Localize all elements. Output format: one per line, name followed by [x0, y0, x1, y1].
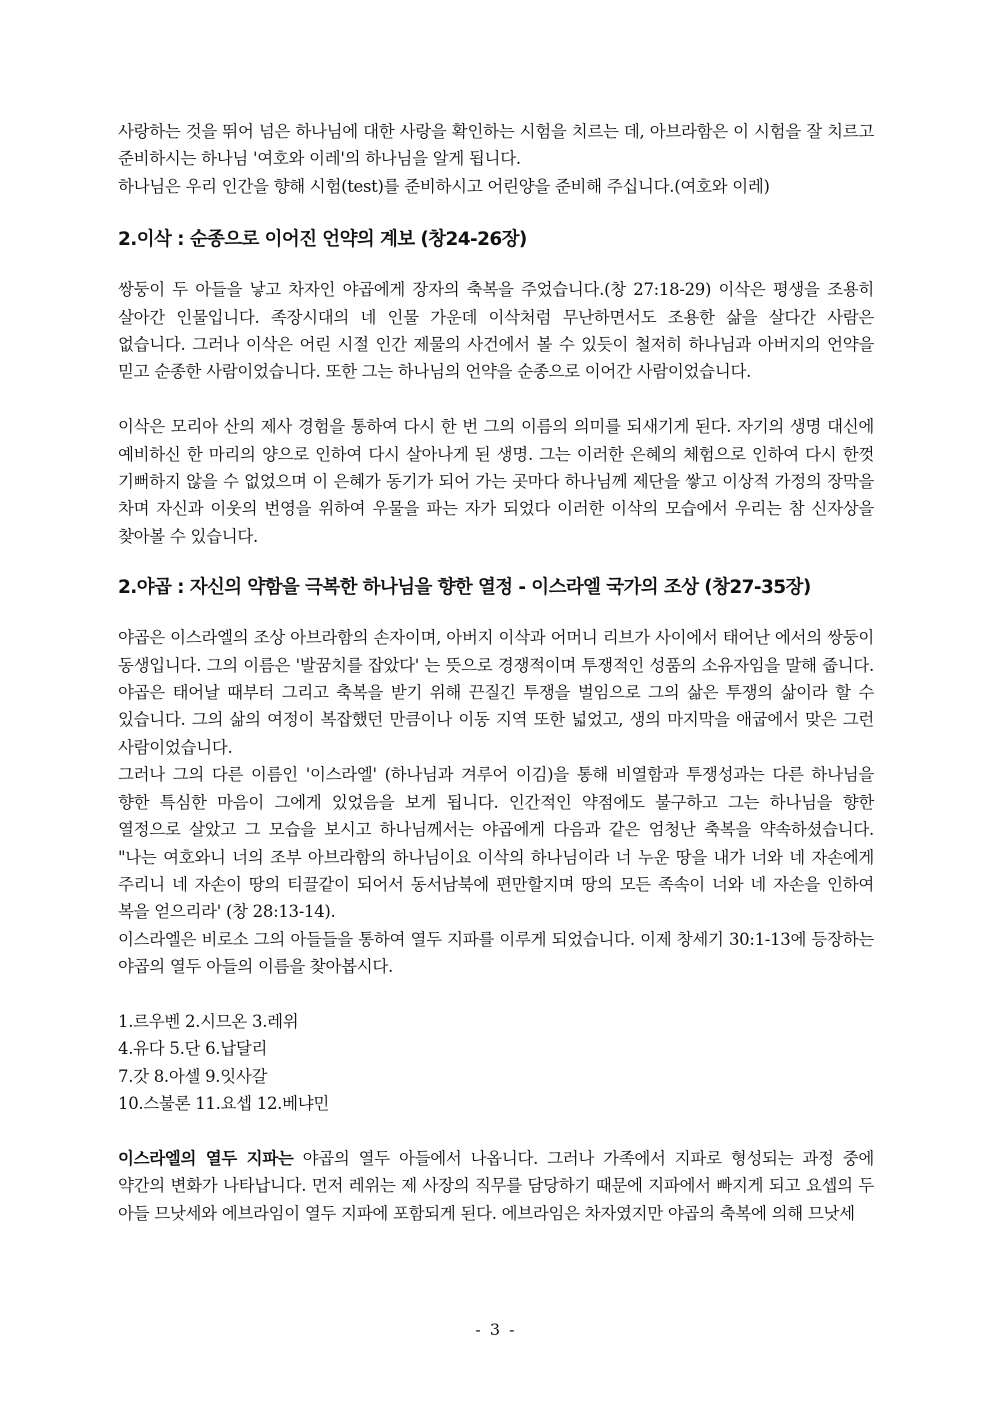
jacob-paragraph-1: 야곱은 이스라엘의 조상 아브라함의 손자이며, 아버지 이삭과 어머니 리브가 사이에서 태어난 에서의 쌍둥이 동생입니다. 그의 이름은 '발꿈치를 잡았다' 는 뜻으로 경쟁적이며 투쟁적인 성품의 소유자임을 말해 줍니다. 야곱은 태어날 때부터 그리고 축복을 받기 위해 끈질긴 투쟁을 벌임으로 그의 삶은 투쟁의 삶이라 할 수 있습니다. 그의 삶의 여정이 복잡했던 만큼이나 이동 지역 또한 넓었고, 생의 마지막을 애굽에서 맞은 그런 사람이었습니다. — [118, 628, 874, 757]
jacob-paragraph-2: 그러나 그의 다른 이름인 '이스라엘' (하나님과 겨루어 이김)을 통해 비열함과 투쟁성과는 다른 하나님을 향한 특심한 마음이 그에게 있었음을 보게 됩니다. 인간적인 약점에도 불구하고 그는 하나님을 향한 열정으로 살았고 그 모습을 보시고 하나님께서는 야곱에게 다음과 같은 엄청난 축복을 약속하셨습니다. "나는 여호와니 너의 조부 아브라함의 하나님이요 이삭의 하나님이라 너 누운 땅을 내가 너와 네 자손에게 주리니 네 자손이 땅의 티끌같이 되어서 동서남북에 편만할지며 땅의 모든 족속이 너와 네 자손을 인하여 복을 얻으리라' (창 28:13-14). — [118, 765, 874, 922]
tribes-paragraph — [118, 1145, 874, 1227]
page-number: - 3 - — [475, 1320, 517, 1339]
list-item: 7.갓 8.아셀 9.잇사갈 — [118, 1066, 268, 1086]
jacob-paragraph-3: 이스라엘은 비로소 그의 아들들을 통하여 열두 지파를 이루게 되었습니다. 이제 창세기 30:1-13에 등장하는 야곱의 열두 아들의 이름을 찾아봅시다. — [118, 929, 874, 977]
list-item: 10.스불론 11.요셉 12.베냐민 — [118, 1094, 330, 1114]
list-item: 1.르우벤 2.시므온 3.레위 — [118, 1011, 299, 1031]
tribes-rest: 야곱의 열두 아들에서 나옵니다. 그러나 가족에서 지파로 형성되는 과정 중에 약간의 변화가 나타납니다. 먼저 레위는 제 사장의 직무를 담당하기 때문에 지파에서 빠지게 되고 요셉의 두 아들 므낫세와 에브라임이 열두 지파에 포함되게 된다. 에브라임은 차자였지만 야곱의 축복에 의해 므낫세 — [118, 1148, 875, 1223]
section-heading-jacob: 2.야곱 : 자신의 약함을 극복한 하나님을 향한 열정 - 이스라엘 국가의 조상 (창27-35장) — [118, 577, 811, 599]
document-page — [118, 118, 874, 1227]
intro-paragraph-1: 사랑하는 것을 뛰어 넘은 하나님에 대한 사랑을 확인하는 시험을 치르는 데, 아브라함은 이 시험을 잘 치르고 준비하시는 하나님 '여호와 이레'의 하나님을 알게 됩니다. — [118, 122, 874, 169]
tribes-lead: 이스라엘의 열두 지파는 — [118, 1148, 294, 1168]
list-item: 4.유다 5.단 6.납달리 — [118, 1039, 268, 1059]
intro-paragraph-2: 하나님은 우리 인간을 향해 시험(test)를 준비하시고 어린양을 준비해 주십니다.(여호와 이레) — [118, 176, 770, 196]
sons-list — [118, 1008, 874, 1118]
section-heading-isaac: 2.이삭 : 순종으로 이어진 언약의 계보 (창24-26장) — [118, 229, 527, 251]
isaac-paragraph-1: 쌍둥이 두 아들을 낳고 차자인 야곱에게 장자의 축복을 주었습니다.(창 27:18-29) 이삭은 평생을 조용히 살아간 인물입니다. 족장시대의 네 인물 가운데 이삭처럼 무난하면서도 조용한 삶을 살다간 사람은 없습니다. 그러나 이삭은 어린 시절 인간 제물의 사건에서 볼 수 있듯이 철저히 하나님과 아버지의 언약을 믿고 순종한 사람이었습니다. 또한 그는 하나님의 언약을 순종으로 이어간 사람이었습니다. — [118, 280, 874, 382]
isaac-paragraph-2: 이삭은 모리아 산의 제사 경험을 통하여 다시 한 번 그의 이름의 의미를 되새기게 된다. 자기의 생명 대신에 예비하신 한 마리의 양으로 인하여 다시 살아나게 된 생명. 그는 이러한 은혜의 체험으로 인하여 다시 한껏 기뻐하지 않을 수 없었으며 이 은혜가 동기가 되어 가는 곳마다 하나님께 제단을 쌓고 이상적 가정의 장막을 차며 자신과 이웃의 번영을 위하여 우물을 파는 자가 되었다 이러한 이삭의 모습에서 우리는 참 신자상을 찾아볼 수 있습니다. — [118, 417, 874, 546]
